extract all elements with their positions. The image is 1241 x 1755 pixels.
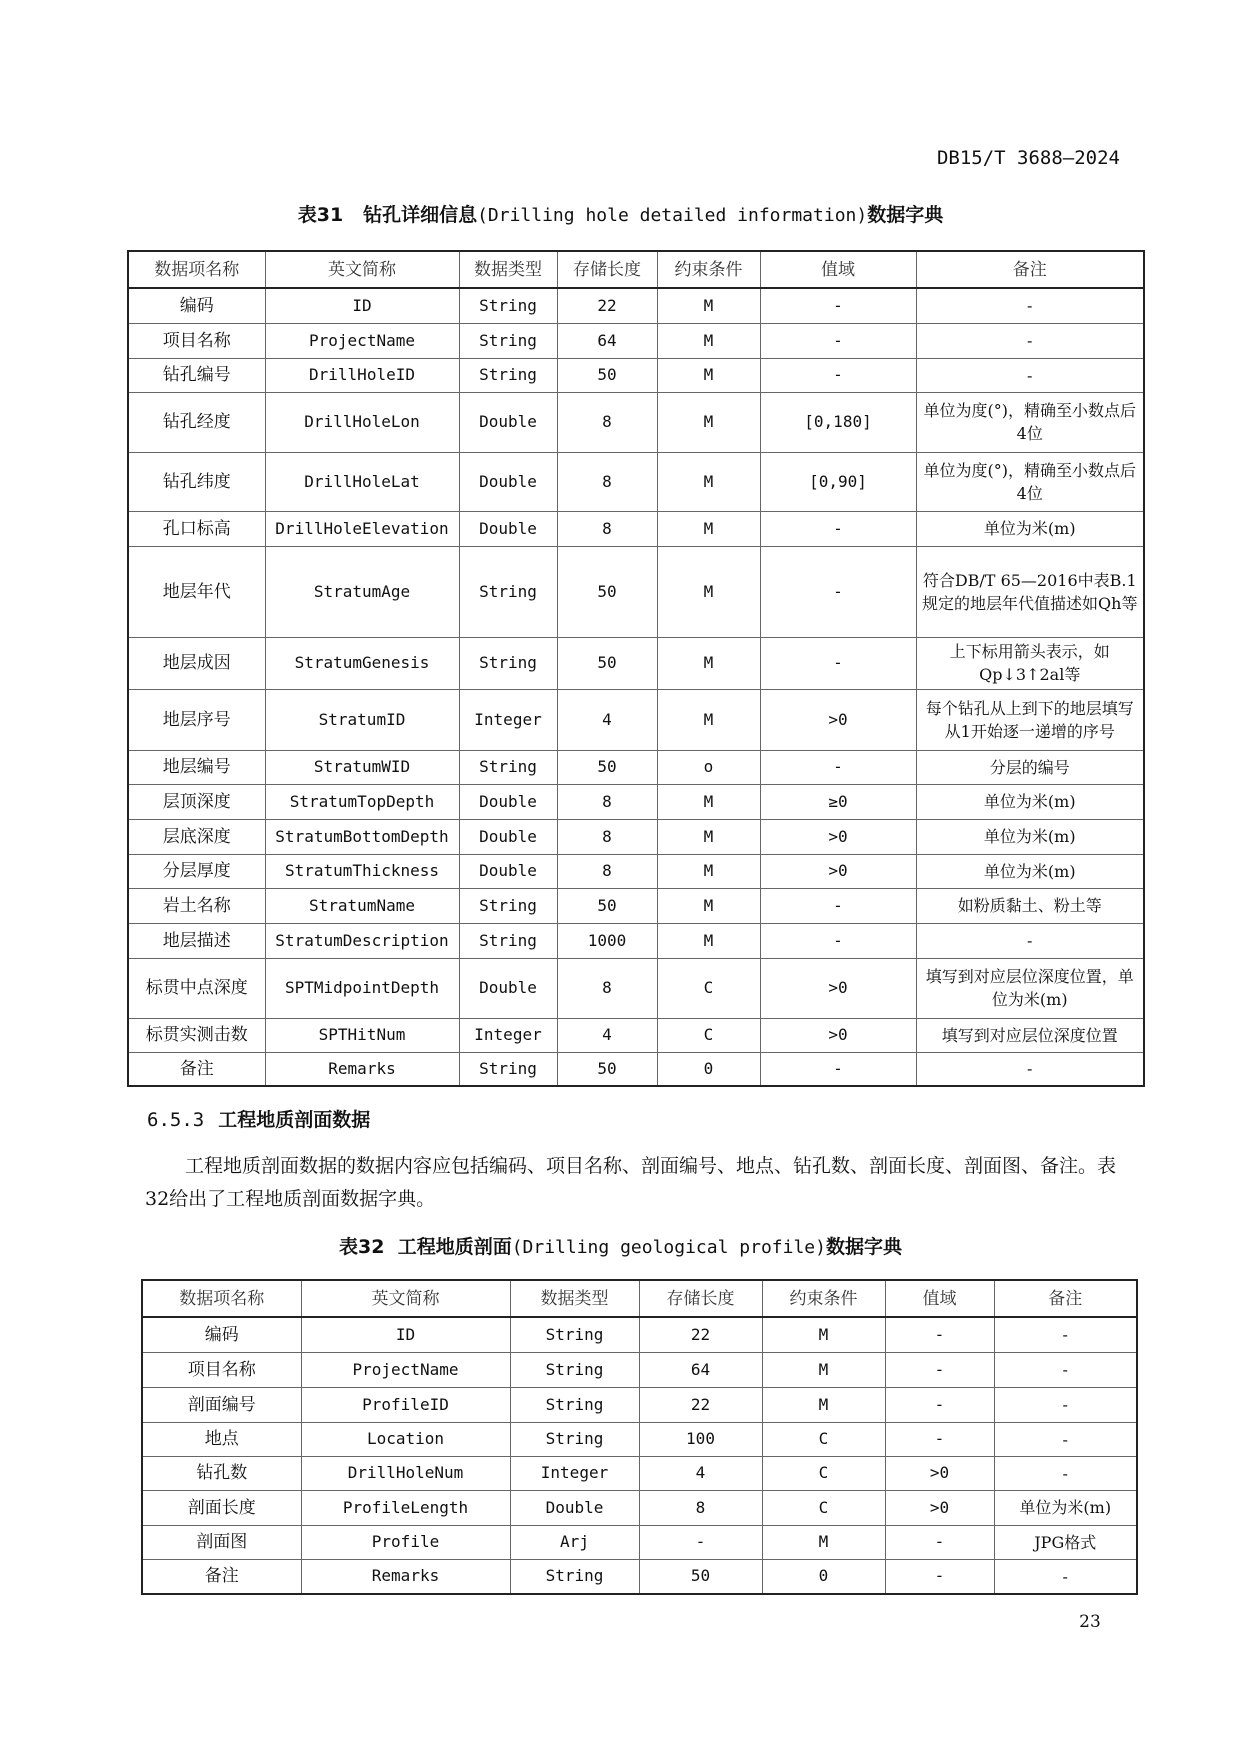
storage-length-cell: 8 [557, 819, 657, 854]
remark-cell: 单位为米(m) [916, 784, 1144, 819]
column-header: 值域 [760, 251, 916, 288]
data-type-cell: Double [459, 784, 557, 819]
constraint-cell: M [657, 546, 760, 637]
storage-length-cell: 64 [639, 1352, 762, 1387]
field-name-cell: 地层成因 [128, 637, 265, 689]
constraint-cell: M [657, 854, 760, 888]
remark-cell: 如粉质黏土、粉土等 [916, 888, 1144, 923]
storage-length-cell: 4 [557, 1018, 657, 1052]
constraint-cell: M [762, 1352, 885, 1387]
data-type-cell: Double [459, 854, 557, 888]
section-title: 工程地质剖面数据 [218, 1109, 371, 1131]
constraint-cell: C [657, 1018, 760, 1052]
table-row [142, 1559, 1137, 1594]
table-row [128, 637, 1144, 689]
remark-cell: - [916, 358, 1144, 392]
section-number: 6.5.3 [147, 1109, 205, 1131]
field-name-cell: 地层序号 [128, 689, 265, 750]
constraint-cell: C [762, 1490, 885, 1525]
data-type-cell: String [459, 288, 557, 323]
storage-length-cell: 8 [557, 511, 657, 546]
data-type-cell: String [459, 323, 557, 358]
storage-length-cell: 50 [557, 546, 657, 637]
field-name-cell: 剖面图 [142, 1525, 301, 1559]
field-name-cell: 层底深度 [128, 819, 265, 854]
constraint-cell: M [657, 923, 760, 958]
english-abbr-cell: StratumWID [265, 750, 459, 784]
value-range-cell: >0 [885, 1490, 994, 1525]
data-type-cell: String [459, 923, 557, 958]
constraint-cell: M [657, 819, 760, 854]
data-type-cell: String [510, 1387, 639, 1422]
storage-length-cell: 50 [557, 358, 657, 392]
constraint-cell: M [657, 637, 760, 689]
column-header: 数据类型 [459, 251, 557, 288]
table32-caption-en: (Drilling geological profile) [511, 1237, 826, 1258]
data-type-cell: Arj [510, 1525, 639, 1559]
english-abbr-cell: Remarks [301, 1559, 510, 1594]
constraint-cell: C [762, 1422, 885, 1456]
document-code: DB15/T 3688—2024 [936, 147, 1120, 169]
english-abbr-cell: ProfileLength [301, 1490, 510, 1525]
field-name-cell: 项目名称 [128, 323, 265, 358]
english-abbr-cell: StratumAge [265, 546, 459, 637]
constraint-cell: M [657, 689, 760, 750]
table-row [128, 750, 1144, 784]
table-row [142, 1456, 1137, 1490]
data-type-cell: String [459, 888, 557, 923]
field-name-cell: 钻孔纬度 [128, 452, 265, 511]
constraint-cell: M [762, 1387, 885, 1422]
constraint-cell: C [762, 1456, 885, 1490]
storage-length-cell: 22 [557, 288, 657, 323]
field-name-cell: 地点 [142, 1422, 301, 1456]
remark-cell: - [994, 1387, 1137, 1422]
column-header: 英文简称 [265, 251, 459, 288]
table31-data-dictionary [127, 250, 1145, 1087]
table-row [128, 392, 1144, 452]
table32-body [142, 1317, 1137, 1594]
value-range-cell: - [760, 288, 916, 323]
field-name-cell: 钻孔经度 [128, 392, 265, 452]
value-range-cell: [0,180] [760, 392, 916, 452]
value-range-cell: >0 [760, 1018, 916, 1052]
table31-caption-en: (Drilling hole detailed information) [477, 205, 868, 226]
data-type-cell: Double [510, 1490, 639, 1525]
remark-cell: 符合DB/T 65—2016中表B.1规定的地层年代值描述如Qh等 [916, 546, 1144, 637]
value-range-cell: - [885, 1387, 994, 1422]
value-range-cell: >0 [760, 819, 916, 854]
english-abbr-cell: Profile [301, 1525, 510, 1559]
storage-length-cell: 8 [557, 784, 657, 819]
english-abbr-cell: DrillHoleNum [301, 1456, 510, 1490]
remark-cell: - [916, 923, 1144, 958]
table-row [128, 888, 1144, 923]
value-range-cell: - [760, 888, 916, 923]
constraint-cell: M [657, 288, 760, 323]
value-range-cell: - [885, 1525, 994, 1559]
data-type-cell: Double [459, 511, 557, 546]
english-abbr-cell: StratumTopDepth [265, 784, 459, 819]
constraint-cell: C [657, 958, 760, 1018]
english-abbr-cell: Remarks [265, 1052, 459, 1086]
value-range-cell: - [885, 1559, 994, 1594]
english-abbr-cell: SPTMidpointDepth [265, 958, 459, 1018]
column-header: 备注 [994, 1280, 1137, 1317]
value-range-cell: - [760, 750, 916, 784]
table-row [128, 511, 1144, 546]
column-header: 数据项名称 [142, 1280, 301, 1317]
english-abbr-cell: StratumBottomDepth [265, 819, 459, 854]
data-type-cell: String [459, 1052, 557, 1086]
storage-length-cell: 100 [639, 1422, 762, 1456]
data-type-cell: Double [459, 819, 557, 854]
storage-length-cell: 8 [639, 1490, 762, 1525]
english-abbr-cell: StratumGenesis [265, 637, 459, 689]
remark-cell: 单位为度(°)，精确至小数点后4位 [916, 392, 1144, 452]
constraint-cell: M [657, 392, 760, 452]
field-name-cell: 编码 [128, 288, 265, 323]
remark-cell: 填写到对应层位深度位置，单位为米(m) [916, 958, 1144, 1018]
english-abbr-cell: ProfileID [301, 1387, 510, 1422]
data-type-cell: String [510, 1352, 639, 1387]
value-range-cell: >0 [760, 854, 916, 888]
table31-caption-zh: 钻孔详细信息 [363, 204, 478, 226]
field-name-cell: 备注 [128, 1052, 265, 1086]
section-paragraph: 工程地质剖面数据的数据内容应包括编码、项目名称、剖面编号、地点、钻孔数、剖面长度、剖面图、备注。表32给出了工程地质剖面数据字典。 [145, 1155, 1117, 1210]
value-range-cell: >0 [760, 958, 916, 1018]
value-range-cell: - [760, 358, 916, 392]
table32-caption-zh: 工程地质剖面 [397, 1236, 512, 1258]
english-abbr-cell: SPTHitNum [265, 1018, 459, 1052]
section-heading [147, 1105, 370, 1132]
storage-length-cell: 50 [557, 1052, 657, 1086]
table-row [142, 1317, 1137, 1352]
storage-length-cell: 50 [557, 750, 657, 784]
constraint-cell: M [657, 888, 760, 923]
data-type-cell: String [459, 637, 557, 689]
constraint-cell: o [657, 750, 760, 784]
remark-cell: - [994, 1317, 1137, 1352]
remark-cell: - [994, 1422, 1137, 1456]
remark-cell: 单位为米(m) [916, 511, 1144, 546]
constraint-cell: M [657, 452, 760, 511]
data-type-cell: String [510, 1317, 639, 1352]
table-row [142, 1422, 1137, 1456]
field-name-cell: 地层编号 [128, 750, 265, 784]
field-name-cell: 标贯实测击数 [128, 1018, 265, 1052]
table-row [128, 923, 1144, 958]
storage-length-cell: 50 [639, 1559, 762, 1594]
field-name-cell: 孔口标高 [128, 511, 265, 546]
remark-cell: 单位为米(m) [916, 854, 1144, 888]
value-range-cell: - [760, 546, 916, 637]
constraint-cell: M [657, 358, 760, 392]
table-row [128, 1052, 1144, 1086]
column-header: 存储长度 [557, 251, 657, 288]
column-header: 数据项名称 [128, 251, 265, 288]
english-abbr-cell: ID [301, 1317, 510, 1352]
value-range-cell: >0 [885, 1456, 994, 1490]
table-row [128, 288, 1144, 323]
constraint-cell: M [657, 323, 760, 358]
field-name-cell: 剖面编号 [142, 1387, 301, 1422]
data-type-cell: Double [459, 452, 557, 511]
remark-cell: - [916, 1052, 1144, 1086]
remark-cell: - [994, 1456, 1137, 1490]
constraint-cell: M [657, 511, 760, 546]
value-range-cell: >0 [760, 689, 916, 750]
storage-length-cell: 8 [557, 958, 657, 1018]
table32-data-dictionary [141, 1279, 1138, 1595]
value-range-cell: - [760, 511, 916, 546]
value-range-cell: - [885, 1317, 994, 1352]
table-row [128, 784, 1144, 819]
data-type-cell: String [459, 546, 557, 637]
table32-caption-prefix: 表32 [339, 1236, 385, 1258]
remark-cell: 单位为米(m) [916, 819, 1144, 854]
english-abbr-cell: ID [265, 288, 459, 323]
field-name-cell: 分层厚度 [128, 854, 265, 888]
storage-length-cell: 22 [639, 1387, 762, 1422]
field-name-cell: 钻孔编号 [128, 358, 265, 392]
english-abbr-cell: StratumThickness [265, 854, 459, 888]
storage-length-cell: 1000 [557, 923, 657, 958]
table31-header-row [128, 251, 1144, 288]
remark-cell: 每个钻孔从上到下的地层填写从1开始逐一递增的序号 [916, 689, 1144, 750]
table-row [128, 323, 1144, 358]
table31-caption-prefix: 表31 [297, 204, 344, 226]
english-abbr-cell: ProjectName [301, 1352, 510, 1387]
storage-length-cell: 64 [557, 323, 657, 358]
table32-caption-suffix: 数据字典 [825, 1236, 902, 1258]
remark-cell: 填写到对应层位深度位置 [916, 1018, 1144, 1052]
field-name-cell: 备注 [142, 1559, 301, 1594]
constraint-cell: M [762, 1317, 885, 1352]
storage-length-cell: 8 [557, 452, 657, 511]
english-abbr-cell: StratumID [265, 689, 459, 750]
value-range-cell: - [885, 1352, 994, 1387]
value-range-cell: - [885, 1422, 994, 1456]
english-abbr-cell: StratumName [265, 888, 459, 923]
data-type-cell: Integer [459, 689, 557, 750]
value-range-cell: - [760, 323, 916, 358]
field-name-cell: 地层年代 [128, 546, 265, 637]
english-abbr-cell: DrillHoleID [265, 358, 459, 392]
data-type-cell: String [459, 750, 557, 784]
remark-cell: 分层的编号 [916, 750, 1144, 784]
constraint-cell: M [657, 784, 760, 819]
table-row [128, 546, 1144, 637]
field-name-cell: 地层描述 [128, 923, 265, 958]
data-type-cell: Integer [510, 1456, 639, 1490]
data-type-cell: String [510, 1422, 639, 1456]
column-header: 约束条件 [762, 1280, 885, 1317]
constraint-cell: 0 [762, 1559, 885, 1594]
remark-cell: - [994, 1352, 1137, 1387]
table-row [128, 819, 1144, 854]
table-row [142, 1387, 1137, 1422]
table-row [142, 1490, 1137, 1525]
value-range-cell: ≥0 [760, 784, 916, 819]
english-abbr-cell: DrillHoleLat [265, 452, 459, 511]
table-row [128, 358, 1144, 392]
storage-length-cell: - [639, 1525, 762, 1559]
column-header: 英文简称 [301, 1280, 510, 1317]
data-type-cell: String [510, 1559, 639, 1594]
value-range-cell: [0,90] [760, 452, 916, 511]
field-name-cell: 剖面长度 [142, 1490, 301, 1525]
english-abbr-cell: DrillHoleElevation [265, 511, 459, 546]
table-row [128, 854, 1144, 888]
value-range-cell: - [760, 923, 916, 958]
data-type-cell: String [459, 358, 557, 392]
remark-cell: 单位为米(m) [994, 1490, 1137, 1525]
storage-length-cell: 4 [557, 689, 657, 750]
column-header: 约束条件 [657, 251, 760, 288]
value-range-cell: - [760, 637, 916, 689]
table32-caption [0, 1232, 1241, 1259]
remark-cell: 单位为度(°)，精确至小数点后4位 [916, 452, 1144, 511]
table-row [128, 452, 1144, 511]
field-name-cell: 钻孔数 [142, 1456, 301, 1490]
table-row [128, 689, 1144, 750]
field-name-cell: 编码 [142, 1317, 301, 1352]
data-type-cell: Double [459, 392, 557, 452]
english-abbr-cell: ProjectName [265, 323, 459, 358]
remark-cell: - [994, 1559, 1137, 1594]
table-row [142, 1525, 1137, 1559]
storage-length-cell: 8 [557, 854, 657, 888]
table31-caption [0, 200, 1241, 227]
field-name-cell: 标贯中点深度 [128, 958, 265, 1018]
storage-length-cell: 4 [639, 1456, 762, 1490]
english-abbr-cell: DrillHoleLon [265, 392, 459, 452]
constraint-cell: 0 [657, 1052, 760, 1086]
remark-cell: - [916, 323, 1144, 358]
field-name-cell: 岩土名称 [128, 888, 265, 923]
remark-cell: JPG格式 [994, 1525, 1137, 1559]
storage-length-cell: 50 [557, 888, 657, 923]
storage-length-cell: 8 [557, 392, 657, 452]
storage-length-cell: 22 [639, 1317, 762, 1352]
column-header: 数据类型 [510, 1280, 639, 1317]
remark-cell: 上下标用箭头表示，如Qp↓3↑2al等 [916, 637, 1144, 689]
data-type-cell: Double [459, 958, 557, 1018]
table-row [128, 958, 1144, 1018]
column-header: 存储长度 [639, 1280, 762, 1317]
column-header: 备注 [916, 251, 1144, 288]
table31-caption-suffix: 数据字典 [867, 204, 944, 226]
table32-header-row [142, 1280, 1137, 1317]
english-abbr-cell: Location [301, 1422, 510, 1456]
field-name-cell: 层顶深度 [128, 784, 265, 819]
remark-cell: - [916, 288, 1144, 323]
english-abbr-cell: StratumDescription [265, 923, 459, 958]
column-header: 值域 [885, 1280, 994, 1317]
table-row [142, 1352, 1137, 1387]
table31-body [128, 288, 1144, 1086]
storage-length-cell: 50 [557, 637, 657, 689]
constraint-cell: M [762, 1525, 885, 1559]
page-number: 23 [1079, 1612, 1101, 1632]
data-type-cell: Integer [459, 1018, 557, 1052]
table-row [128, 1018, 1144, 1052]
value-range-cell: - [760, 1052, 916, 1086]
field-name-cell: 项目名称 [142, 1352, 301, 1387]
